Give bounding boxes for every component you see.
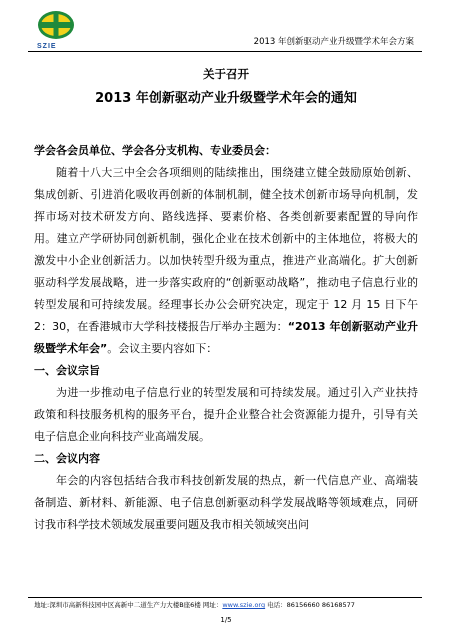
szie-logo-icon — [36, 8, 76, 44]
section1-text: 为进一步推动电子信息行业的转型发展和可持续发展。通过引入产业扶持政策和科技服务机构的服务平台，提升企业整合社会资源能力提升，引导有关电子信息企业向科技产业高端发展。 — [34, 386, 418, 443]
intro-tail: 。会议主要内容如下： — [107, 342, 218, 355]
section1-heading: 一、会议宗旨 — [34, 364, 100, 377]
intro-paragraph — [34, 162, 418, 360]
header-doc-title: 2013 年创新驱动产业升级暨学术年会方案 — [253, 37, 414, 47]
footer-contact — [34, 600, 355, 609]
document-body — [34, 140, 418, 536]
intro-highlight: “2013 年创新驱动产业升级暨学术年会” — [34, 320, 418, 355]
footer-phone: 电话：86156660 86168577 — [265, 601, 355, 609]
header-divider — [28, 51, 422, 52]
section2-text: 年会的内容包括结合我市科技创新发展的热点，新一代信息产业、高端装备制造、新材料、新能源、电子信息创新驱动科学发展战略等领域难点，同研讨我市科学技术领域发展重要问题及我市相关领域突出问 — [34, 474, 418, 531]
salutation: 学会各会员单位、学会各分支机构、专业委员会： — [34, 144, 276, 157]
footer-address: 地址:深圳市高新科技园中区高新中二道生产力大楼B座6楼 网址： — [34, 601, 223, 609]
title-line-1: 关于召开 — [203, 67, 249, 81]
footer-divider — [28, 597, 422, 598]
section2-heading: 二、会议内容 — [34, 452, 100, 465]
intro-text: 随着十八大三中全会各项细则的陆续推出，围绕建立健全鼓励原始创新、集成创新、引进消化吸收再创新的体制机制，健全技术创新市场导向机制，发挥市场对技术研发方向、路线选择、要素价格、各类创新要素配置的导向作用。建立产学研协同创新机制，强化企业在技术创新中的主体地位，将极大的激发中小企业创新活力。以加快转型升级为重点，推进产业高端化。扩大创新驱动科学发展战略，进一步落实政府的“创新驱动战略”，推动电子信息行业的转型发展和可持续发展。经理事长办公会研究决定，现定于 12 月 15 日下午 2：30，在香港城市大学科技楼报告厅举办主题为： — [34, 166, 418, 333]
footer-url-link[interactable]: www.szie.org — [222, 601, 266, 609]
logo-text: SZIE — [37, 43, 57, 50]
title-line-2: 2013 年创新驱动产业升级暨学术年会的通知 — [95, 91, 357, 106]
page-number: 1/5 — [220, 616, 232, 624]
